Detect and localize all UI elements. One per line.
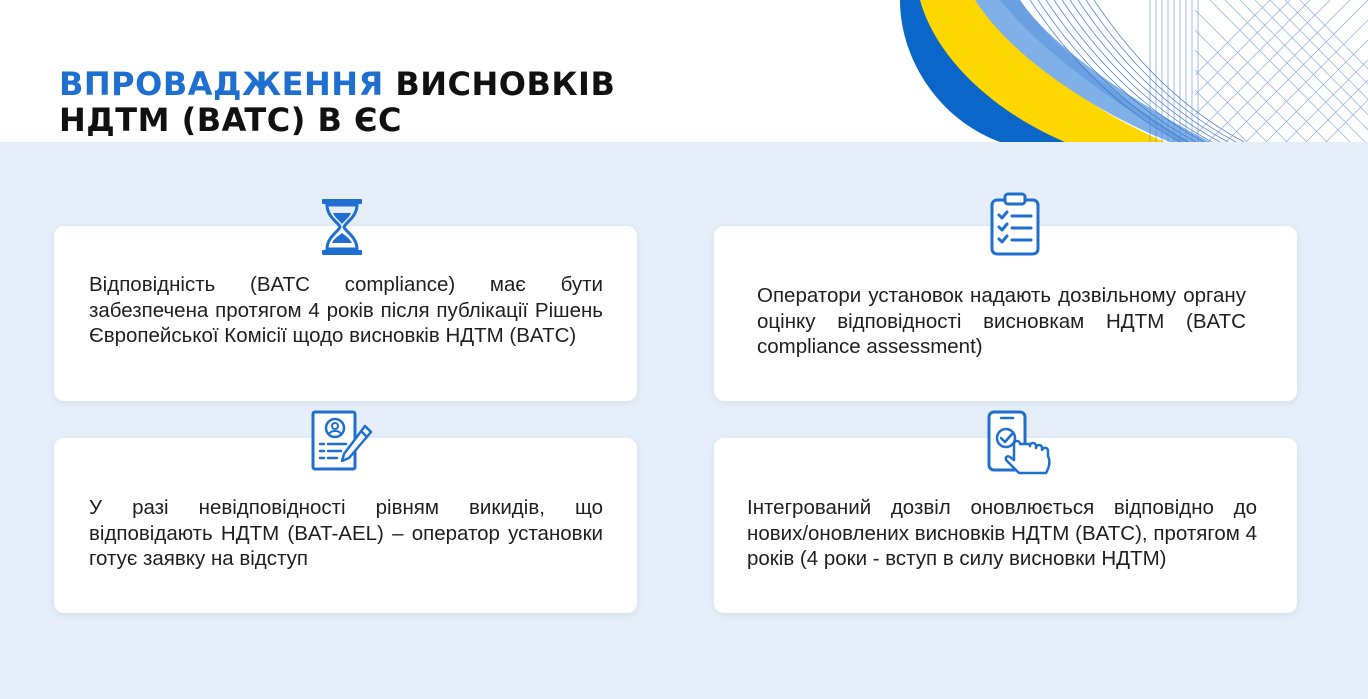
header bbox=[0, 0, 1368, 142]
smartphone-tap-icon bbox=[986, 410, 1056, 478]
title-accent: ВПРОВАДЖЕННЯ bbox=[59, 65, 384, 103]
decorative-flag-graphic bbox=[880, 0, 1368, 142]
checklist-icon bbox=[989, 192, 1041, 256]
signed-document-icon bbox=[311, 410, 375, 472]
hourglass-icon bbox=[319, 197, 365, 257]
title-rest: ВИСНОВКІВ bbox=[383, 65, 616, 103]
title-line2: НДТМ (BATC) В ЄС bbox=[59, 101, 402, 139]
card-text: Інтегрований дозвіл оновлюється відповідно до нових/оновлених висновків НДТМ (BATC), протягом 4 років (4 роки - вступ в силу висновки НДТМ) bbox=[747, 496, 1257, 570]
card-text: Оператори установок надають дозвільному органу оцінку відповідності висновкам НДТМ (BATC compliance assessment) bbox=[757, 284, 1246, 358]
card-text: У разі невідповідності рівням викидів, що відповідають НДТМ (BAT-AEL) – оператор установки готує заявку на відступ bbox=[89, 496, 603, 570]
card-text: Відповідність (BATC compliance) має бути забезпечена протягом 4 років після публікації Рішень Європейської Комісії щодо висновків НДТМ (BATC) bbox=[89, 273, 603, 347]
page-title bbox=[59, 66, 615, 138]
content-panel bbox=[0, 142, 1368, 699]
